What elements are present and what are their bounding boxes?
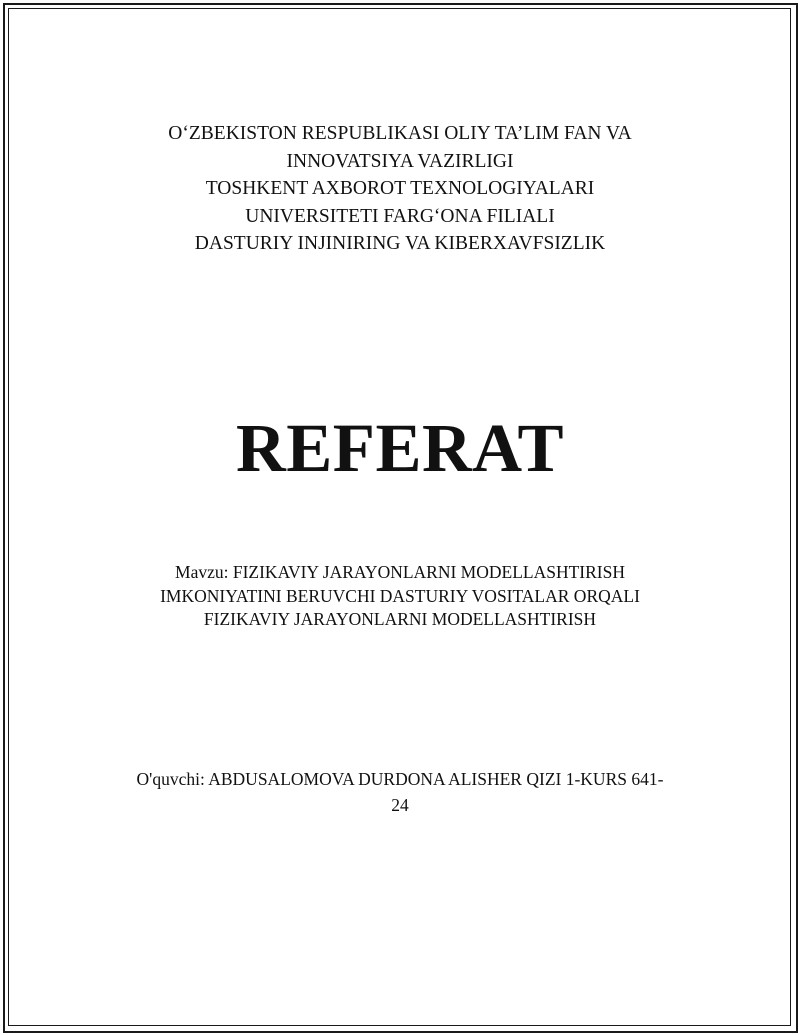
institution-header	[0, 120, 800, 258]
header-line-university: TOSHKENT AXBOROT TEXNOLOGIYALARI	[205, 178, 595, 199]
document-title: REFERAT	[235, 410, 565, 486]
topic-line-2: IMKONIYATINI BERUVCHI DASTURIY VOSITALAR ORQALI	[160, 585, 640, 606]
student-line-1: O'quvchi: ABDUSALOMOVA DURDONA ALISHER QIZI 1-KURS 641-	[136, 769, 664, 789]
topic-line-3: FIZIKAVIY JARAYONLARNI MODELLASHTIRISH	[203, 609, 597, 629]
header-line-ministry: O‘ZBEKISTON RESPUBLIKASI OLIY TA’LIM FAN VA	[168, 123, 632, 144]
topic-line-1: Mavzu: FIZIKAVIY JARAYONLARNI MODELLASHTIRISH	[175, 562, 625, 582]
header-line-ministry-cont: INNOVATSIYA VAZIRLIGI	[286, 150, 514, 172]
header-line-department: DASTURIY INJINIRING VA KIBERXAVFSIZLIK	[194, 233, 606, 254]
student-line-2: 24	[391, 795, 409, 815]
header-line-branch: UNIVERSITETI FARG‘ONA FILIALI	[245, 205, 555, 227]
student-info	[0, 766, 800, 818]
topic-block	[0, 561, 800, 632]
